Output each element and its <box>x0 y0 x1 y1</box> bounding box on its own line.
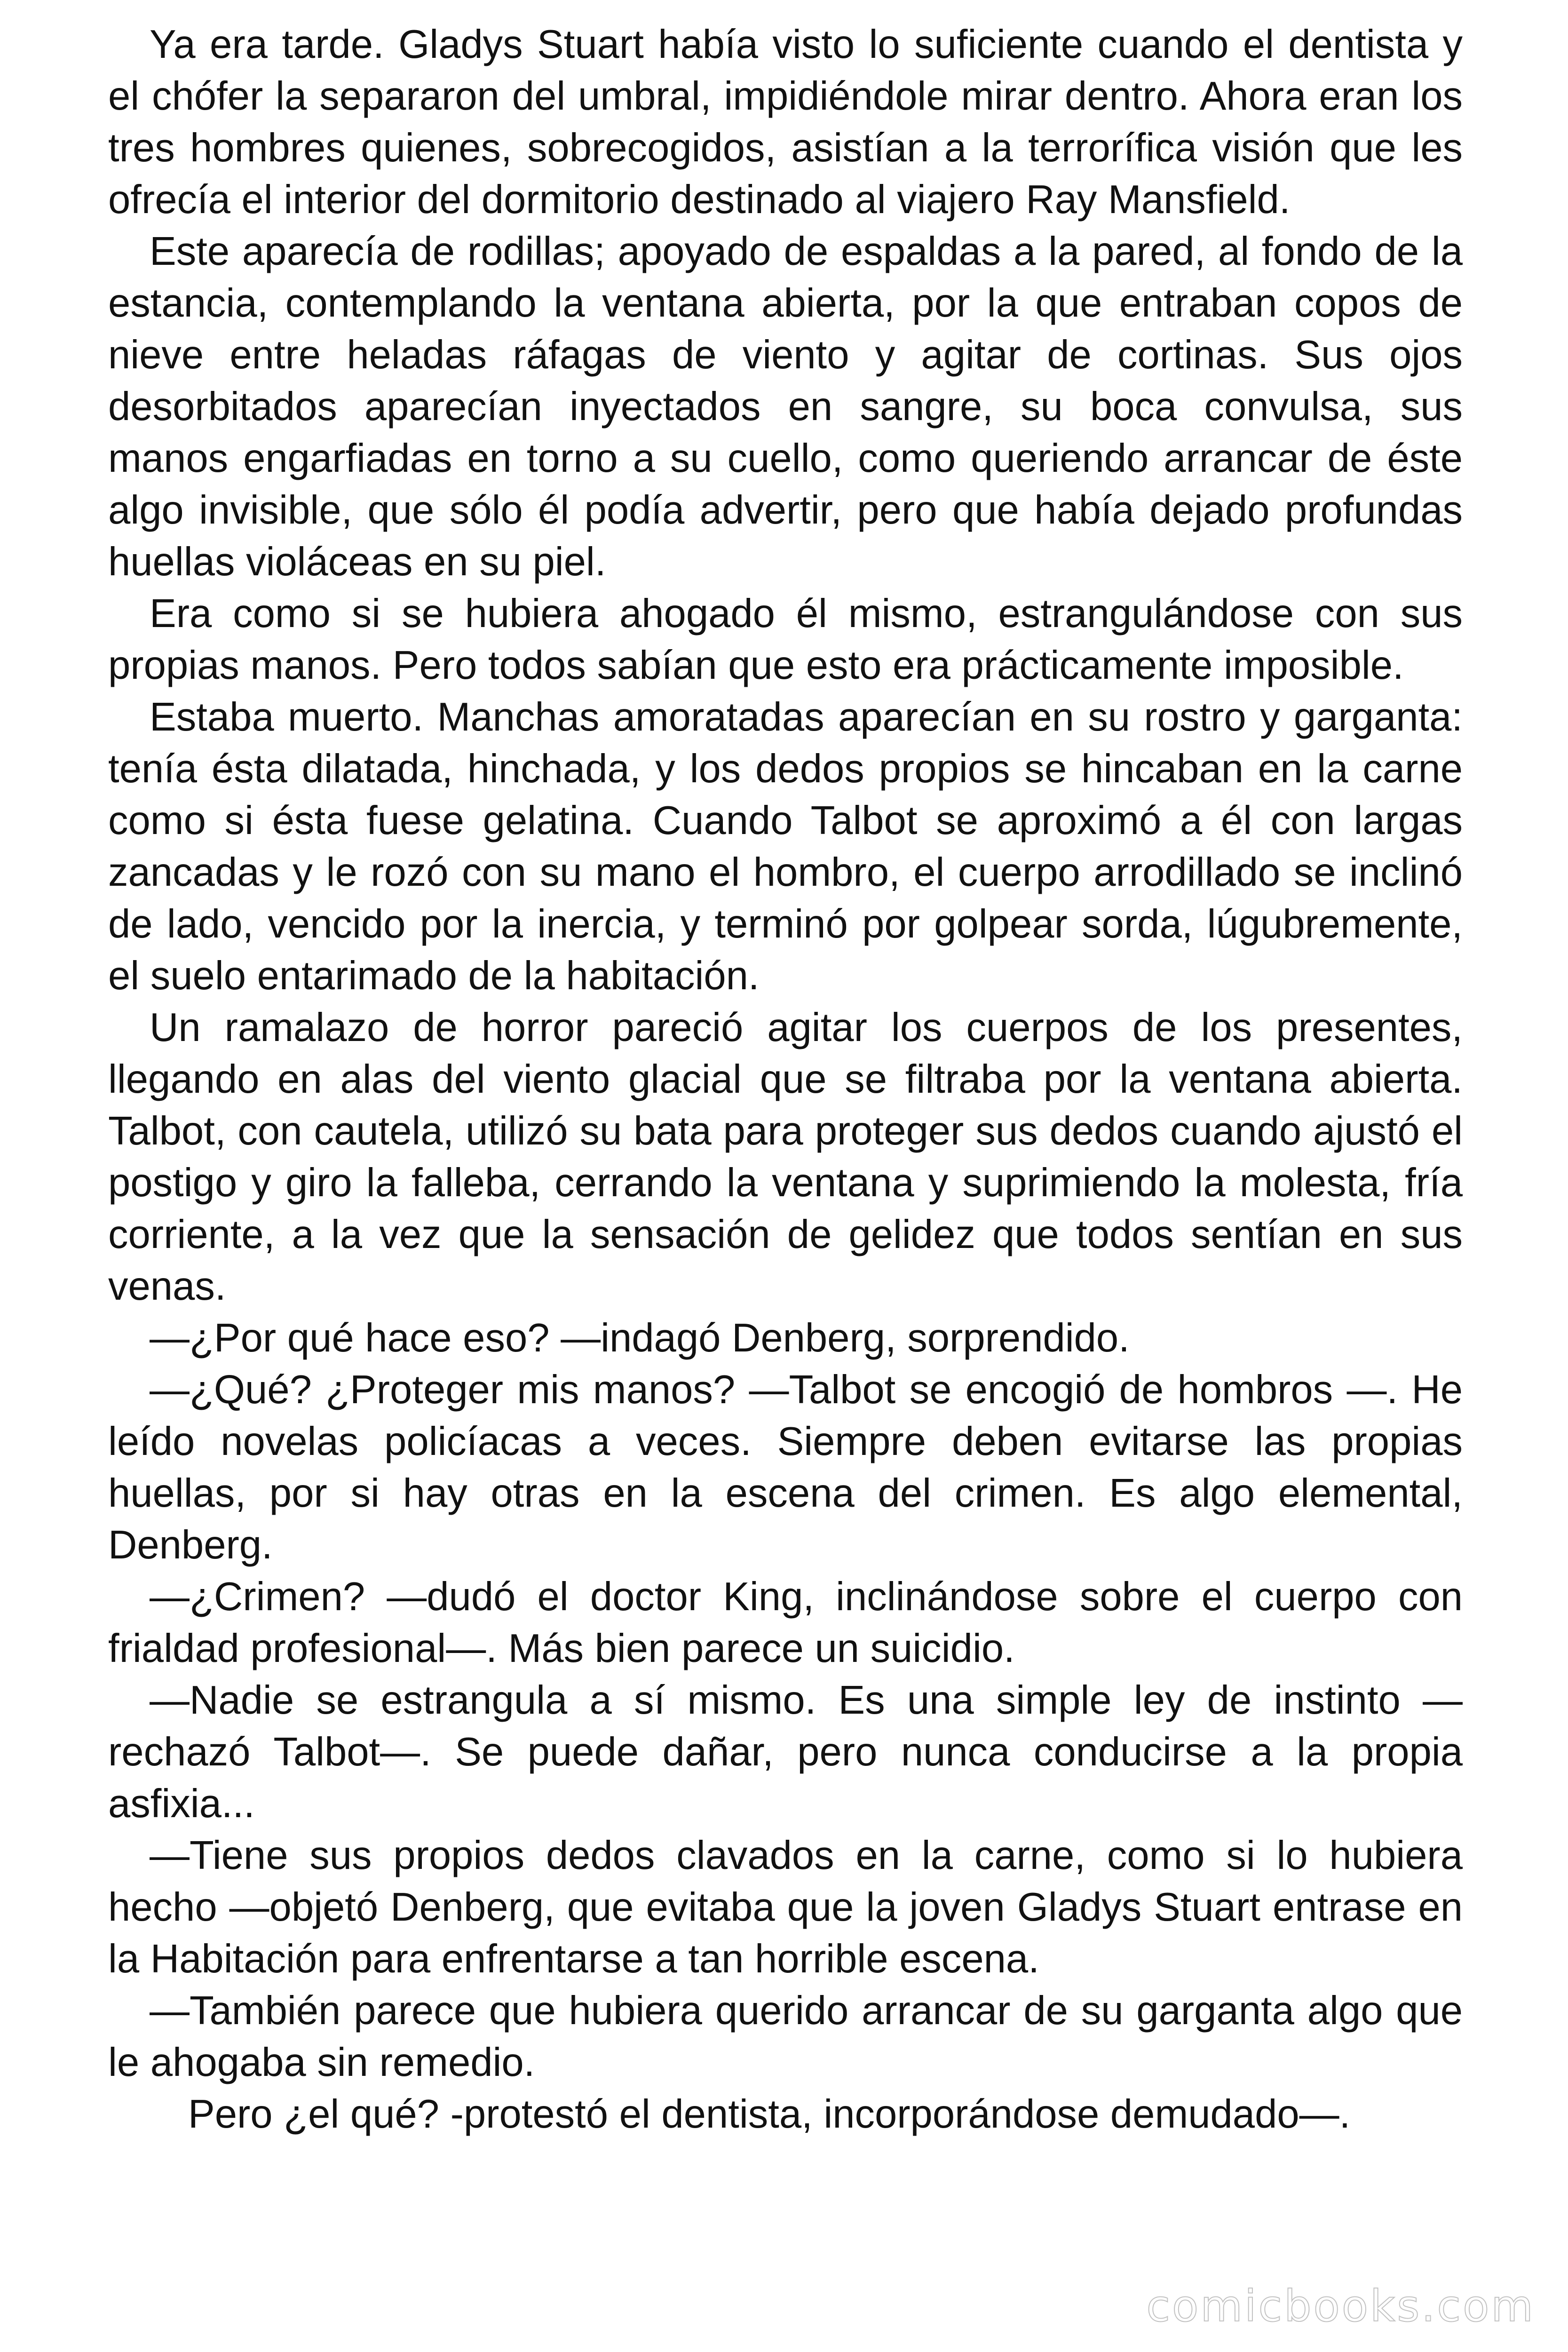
watermark-logo: comicbooks.com <box>1146 2281 1535 2331</box>
dialogue-line: —Tiene sus propios dedos clavados en la carne, como si lo hubiera hecho —objetó Denberg, que evitaba que la joven Gladys Stuart entrase en la Habitación para enfrentarse a tan horrible escena. <box>108 1833 1463 1981</box>
book-page <box>108 19 1463 2333</box>
paragraph: Ya era tarde. Gladys Stuart había visto lo suficiente cuando el dentista y el chófer la separaron del umbral, impidiéndole mirar dentro. Ahora eran los tres hombres quienes, sobrecogidos, asistían a la terrorífica visión que les ofrecía el interior del dormitorio destinado al viajero Ray Mansfield. <box>108 22 1463 222</box>
paragraph: Un ramalazo de horror pareció agitar los cuerpos de los presentes, llegando en alas del viento glacial que se filtraba por la ventana abierta. Talbot, con cautela, utilizó su bata para proteger sus dedos cuando ajustó el postigo y giro la falleba, cerrando la ventana y suprimiendo la molesta, fría corriente, a la vez que la sensación de gelidez que todos sentían en sus venas. <box>108 1005 1463 1309</box>
paragraph: Era como si se hubiera ahogado él mismo, estrangulándose con sus propias manos. Pero todos sabían que esto era prácticamente imposible. <box>108 591 1463 688</box>
dialogue-line: —¿Por qué hace eso? —indagó Denberg, sorprendido. <box>150 1316 1130 1360</box>
dialogue-line: Pero ¿el qué? -protestó el dentista, incorporándose demudado—. <box>188 2092 1351 2137</box>
dialogue-line: —También parece que hubiera querido arrancar de su garganta algo que le ahogaba sin remedio. <box>108 1988 1463 2085</box>
dialogue-line: —¿Qué? ¿Proteger mis manos? —Talbot se encogió de hombros —. He leído novelas policíacas a veces. Siempre deben evitarse las propias huellas, por si hay otras en la escena del crimen. Es algo elemental, Denberg. <box>108 1367 1463 1567</box>
paragraph: Estaba muerto. Manchas amoratadas aparecían en su rostro y garganta: tenía ésta dilatada, hinchada, y los dedos propios se hincaban en la carne como si ésta fuese gelatina. Cuando Talbot se aproximó a él con largas zancadas y le rozó con su mano el hombro, el cuerpo arrodillado se inclinó de lado, vencido por la inercia, y terminó por golpear sorda, lúgubremente, el suelo entarimado de la habitación. <box>108 695 1463 998</box>
dialogue-line: —Nadie se estrangula a sí mismo. Es una simple ley de instinto —rechazó Talbot—. Se puede dañar, pero nunca conducirse a la propia asfixia... <box>108 1678 1463 1826</box>
paragraph: Este aparecía de rodillas; apoyado de espaldas a la pared, al fondo de la estancia, contemplando la ventana abierta, por la que entraban copos de nieve entre heladas ráfagas de viento y agitar de cortinas. Sus ojos desorbitados aparecían inyectados en sangre, su boca convulsa, sus manos engarfiadas en torno a su cuello, como queriendo arrancar de éste algo invisible, que sólo él podía advertir, pero que había dejado profundas huellas violáceas en su piel. <box>108 229 1463 584</box>
dialogue-line: —¿Crimen? —dudó el doctor King, inclinándose sobre el cuerpo con frialdad profesional—. Más bien parece un suicidio. <box>108 1574 1463 1671</box>
